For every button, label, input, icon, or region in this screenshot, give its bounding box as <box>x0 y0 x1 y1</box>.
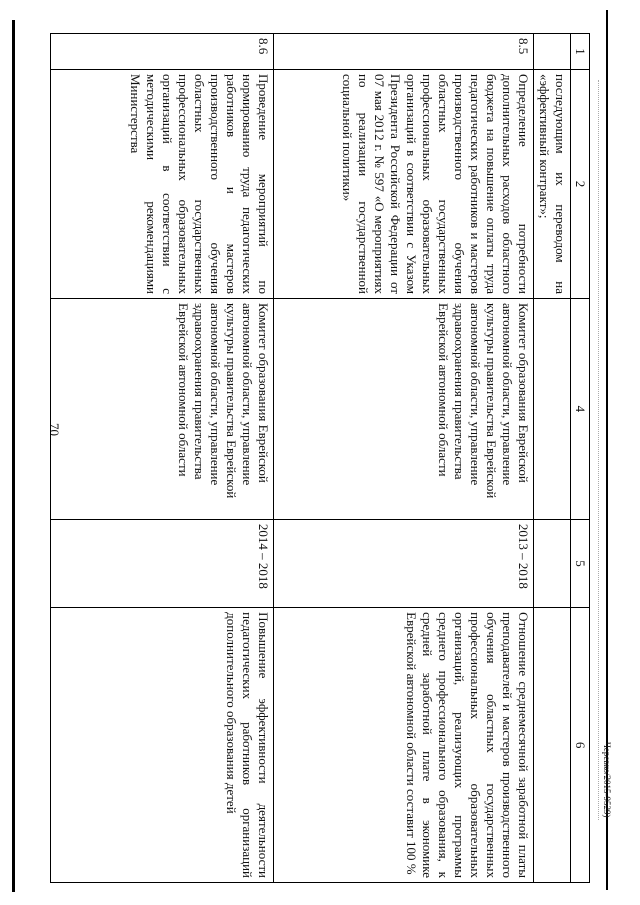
continuation-result-cell <box>534 608 571 883</box>
row-period: 2014 – 2018 <box>51 519 274 607</box>
continuation-executor-cell <box>534 299 571 520</box>
page-number: 70 <box>47 423 62 436</box>
header-cell-1: 1 <box>571 34 590 70</box>
header-cell-5: 5 <box>571 519 590 607</box>
row-number: 8.6 <box>51 34 274 70</box>
row-result: Отношение среднемесячной заработной платы преподавателей и мастеров производственного обучения областных государственных профессиональных образовательных организаций, реализующих программы среднего профессионального образования, к средней заработной плате в экономике Еврейской автономной области составит 100 % <box>274 608 534 883</box>
row-period: 2013 – 2018 <box>274 519 534 607</box>
row-executor: Комитет образования Еврейской автономной области, управление культуры правительства Еврейской автономной области, управление здравоохранения правительства Еврейской автономной области <box>51 299 274 520</box>
continuation-period-cell <box>534 519 571 607</box>
continuation-row <box>534 34 571 883</box>
header-cell-4: 4 <box>571 299 590 520</box>
rotated-table-container <box>50 33 590 883</box>
table-row <box>51 34 274 883</box>
footer-stamp: Черевко/2015-9529) <box>602 742 612 818</box>
header-row <box>571 34 590 883</box>
row-executor: Комитет образования Еврейской автономной области, управление культуры правительства Еврейской автономной области, управление здравоохранения правительства Еврейской автономной области <box>274 299 534 520</box>
row-number: 8.5 <box>274 34 534 70</box>
row-result: Повышение эффективности деятельности педагогических работников организаций дополнительного образования детей <box>51 608 274 883</box>
scan-edge-left <box>12 20 15 892</box>
continuation-num-cell <box>534 34 571 70</box>
measures-table <box>50 33 590 883</box>
row-measure: Определение потребности дополнительных расходов областного бюджета на повышение оплаты труда педагогических работников и мастеров производственного обучения областных государственных профессиональных образовательных организаций в соответствии с Указом Президента Российской Федерации от 07 мая 2012 г. № 597 «О мероприятиях по реализации государственной социальной политики» <box>274 69 534 298</box>
row-measure: Проведение мероприятий по нормированию труда педагогических работников и мастеров производственного обучения областных государственных профессиональных образовательных организаций в соответствии с методическими рекомендациями Министерства <box>51 69 274 298</box>
table-row <box>274 34 534 883</box>
header-cell-6: 6 <box>571 608 590 883</box>
header-cell-2: 2 <box>571 69 590 298</box>
scan-dotted-line <box>598 80 600 820</box>
continuation-text: последующим их переводом на «эффективный контракт»; <box>534 69 571 298</box>
